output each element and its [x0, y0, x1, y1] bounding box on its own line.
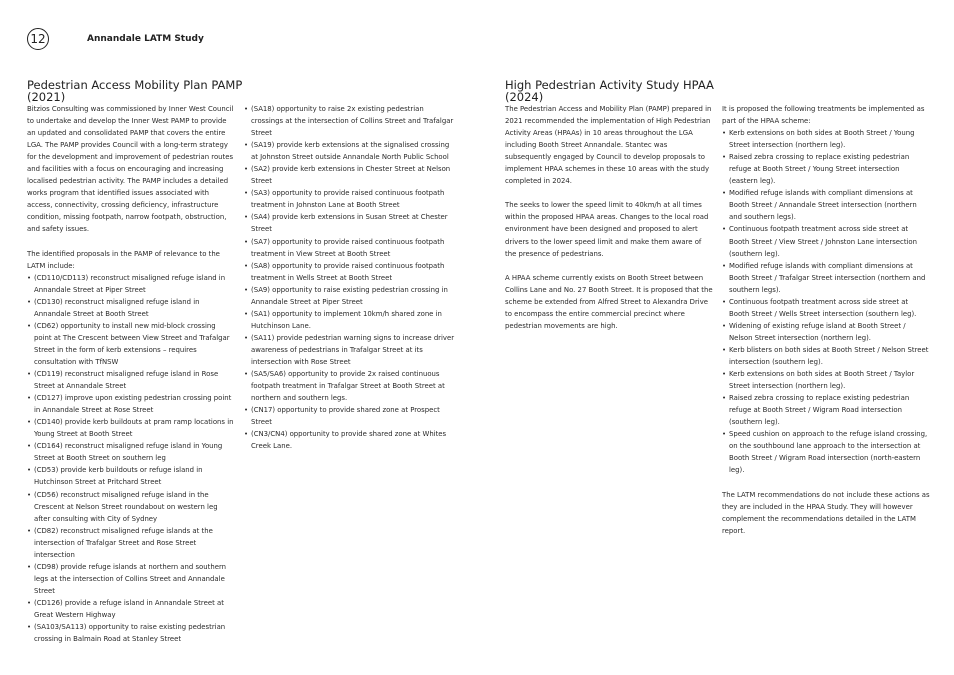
- list-item: • (CD119) reconstruct misaligned refuge island in Rose Street at Annandale Street: [27, 368, 235, 392]
- list-item: • (CD82) reconstruct misaligned refuge islands at the intersection of Trafalgar Street and Rose Street intersection: [27, 525, 235, 561]
- list-item: • Raised zebra crossing to replace existing pedestrian refuge at Booth Street / Wigram Road intersection (southern leg).: [722, 392, 930, 428]
- list-item: • Widening of existing refuge island at Booth Street / Nelson Street intersection (northern leg).: [722, 320, 930, 344]
- list-item: • Continuous footpath treatment across side street at Booth Street / View Street / Johnston Lane intersection (southern leg).: [722, 223, 930, 259]
- page-number-badge: 12: [27, 28, 49, 50]
- list-item: • Speed cushion on approach to the refuge island crossing, on the southbound lane approach to the intersection at Booth Street / Wigram Road intersection (north-eastern leg).: [722, 428, 930, 476]
- list-item: • Continuous footpath treatment across side street at Booth Street / Wells Street intersection (southern leg).: [722, 296, 930, 320]
- list-item: • (SA1) opportunity to implement 10km/h shared zone in Hutchinson Lane.: [244, 308, 456, 332]
- list-item: • (SA3) opportunity to provide raised continuous footpath treatment in Johnston Lane at Booth Street: [244, 187, 456, 211]
- list-item: • (SA18) opportunity to raise 2x existing pedestrian crossings at the intersection of Collins Street and Trafalgar Street: [244, 103, 456, 139]
- list-item: • (SA8) opportunity to provide raised continuous footpath treatment in Wells Street at Booth Street: [244, 260, 456, 284]
- list-item: • (CD130) reconstruct misaligned refuge island in Annandale Street at Booth Street: [27, 296, 235, 320]
- list-item: • (CN17) opportunity to provide shared zone at Prospect Street: [244, 404, 456, 428]
- list-item: • (CD53) provide kerb buildouts or refuge island in Hutchinson Street at Pritchard Street: [27, 464, 235, 488]
- hpaa-treatments-list: [722, 127, 930, 476]
- list-item: • (CD127) improve upon existing pedestrian crossing point in Annandale Street at Rose Street: [27, 392, 235, 416]
- list-item: • Kerb extensions on both sides at Booth Street / Taylor Street intersection (northern leg).: [722, 368, 930, 392]
- list-item: • (CD164) reconstruct misaligned refuge island in Young Street at Booth Street on southern leg: [27, 440, 235, 464]
- list-item: • Kerb blisters on both sides at Booth Street / Nelson Street intersection (southern leg).: [722, 344, 930, 368]
- list-item: • Modified refuge islands with compliant dimensions at Booth Street / Annandale Street intersection (northern and southern legs).: [722, 187, 930, 223]
- list-item: • (CD98) provide refuge islands at northern and southern legs at the intersection of Collins Street and Annandale Street: [27, 561, 235, 597]
- list-item: • (CD126) provide a refuge island in Annandale Street at Great Western Highway: [27, 597, 235, 621]
- list-item: • (CN3/CN4) opportunity to provide shared zone at Whites Creek Lane.: [244, 428, 456, 452]
- pamp-column-right: [244, 103, 456, 452]
- pamp-intro: Bitzios Consulting was commissioned by Inner West Council to undertake and develop the Inner West PAMP to provide an updated and consolidated PAMP that covers the entire LGA. The PAMP provides Council with a long-term strategy for the development and improvement of pedestrian routes and facilities with a focus on encouraging and increasing localised pedestrian activity. The PAMP includes a detailed works program that identified issues associated with access, connectivity, crossing deficiency, infrastructure condition, missing footpath, narrow footpath, obstruction, and safety issues.: [27, 105, 234, 234]
- list-item: • (CD56) reconstruct misaligned refuge island in the Crescent at Nelson Street roundabout on western leg after consulting with City of Sydney: [27, 489, 235, 525]
- hpaa-column-left: [505, 103, 713, 332]
- list-item: • (SA5/SA6) opportunity to provide 2x raised continuous footpath treatment in Trafalgar Street at Booth Street at northern and southern legs.: [244, 368, 456, 404]
- list-item: • (SA2) provide kerb extensions in Chester Street at Nelson Street: [244, 163, 456, 187]
- list-item: • (SA11) provide pedestrian warning signs to increase driver awareness of pedestrians in Trafalgar Street at its intersection with Rose Street: [244, 332, 456, 368]
- hpaa-paragraph: A HPAA scheme currently exists on Booth Street between Collins Lane and No. 27 Booth Street. It is proposed that the scheme be extended from Alfred Street to Alexandra Drive to encompass the entire commercial precinct where pedestrian movements are high.: [505, 273, 713, 330]
- pamp-list-intro: The identified proposals in the PAMP of relevance to the LATM include:: [27, 249, 220, 270]
- list-item: • (CD110/CD113) reconstruct misaligned refuge island in Annandale Street at Piper Street: [27, 272, 235, 296]
- list-item: • (SA19) provide kerb extensions at the signalised crossing at Johnston Street outside Annandale North Public School: [244, 139, 456, 163]
- pamp-proposals-list-right: [244, 103, 456, 452]
- hpaa-closing: The LATM recommendations do not include these actions as they are included in the HPAA Study. They will however complement the recommendations detailed in the LATM report.: [722, 490, 930, 535]
- list-item: • Raised zebra crossing to replace existing pedestrian refuge at Booth Street / Young Street intersection (eastern leg).: [722, 151, 930, 187]
- hpaa-heading: High Pedestrian Activity Study HPAA (2024): [505, 78, 714, 104]
- list-item: • (SA7) opportunity to provide raised continuous footpath treatment in View Street at Booth Street: [244, 236, 456, 260]
- hpaa-treatments-intro: It is proposed the following treatments be implemented as part of the HPAA scheme:: [722, 105, 925, 126]
- pamp-column-left: [27, 103, 235, 645]
- list-item: • (CD140) provide kerb buildouts at pram ramp locations in Young Street at Booth Street: [27, 416, 235, 440]
- pamp-proposals-list-left: [27, 272, 235, 645]
- list-item: • (SA9) opportunity to raise existing pedestrian crossing in Annandale Street at Piper Street: [244, 284, 456, 308]
- list-item: • Kerb extensions on both sides at Booth Street / Young Street intersection (northern leg).: [722, 127, 930, 151]
- hpaa-paragraph: The seeks to lower the speed limit to 40km/h at all times within the proposed HPAA areas. Changes to the local road environment have been designed and proposed to alert drivers to the lower speed limit and make them aware of the presence of pedestrians.: [505, 201, 709, 258]
- pamp-heading: Pedestrian Access Mobility Plan PAMP (2021): [27, 78, 243, 104]
- list-item: • (SA103/SA113) opportunity to raise existing pedestrian crossing in Balmain Road at Stanley Street: [27, 621, 235, 645]
- hpaa-column-right: [722, 103, 930, 537]
- list-item: • (SA4) provide kerb extensions in Susan Street at Chester Street: [244, 211, 456, 235]
- document-title: Annandale LATM Study: [87, 34, 204, 44]
- list-item: • Modified refuge islands with compliant dimensions at Booth Street / Trafalgar Street intersection (northern and southern legs).: [722, 260, 930, 296]
- list-item: • (CD62) opportunity to install new mid-block crossing point at The Crescent between View Street and Trafalgar Street in the form of kerb extensions – requires consultation with TfNSW: [27, 320, 235, 368]
- hpaa-paragraph: The Pedestrian Access and Mobility Plan (PAMP) prepared in 2021 recommended the implementation of High Pedestrian Activity Areas (HPAAs) in 10 areas throughout the LGA including Booth Street Annandale. Stantec was subsequently engaged by Council to develop proposals to implement HPAA schemes in these 10 areas with the study completed in 2024.: [505, 105, 712, 186]
